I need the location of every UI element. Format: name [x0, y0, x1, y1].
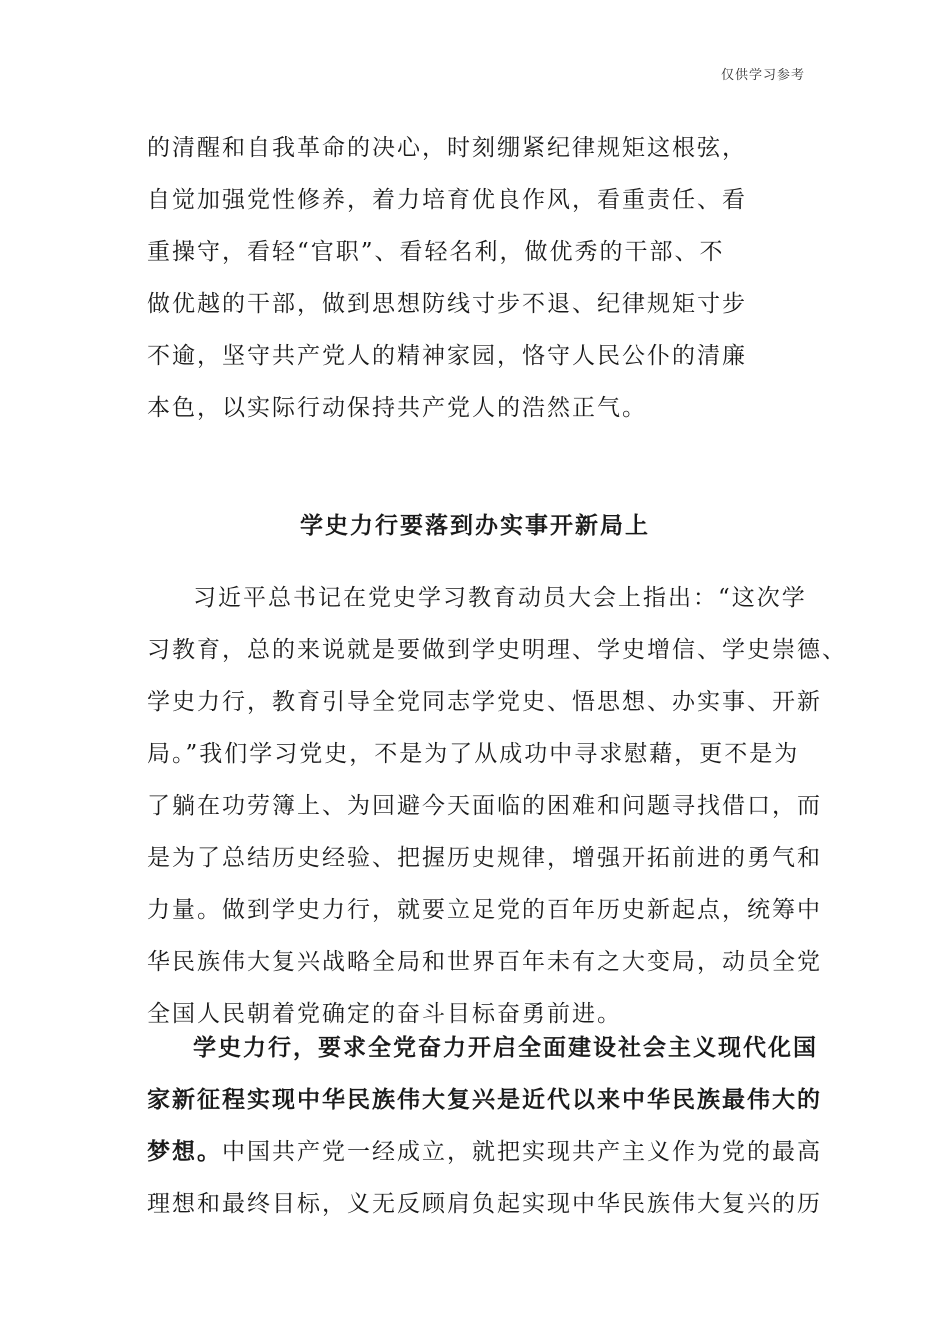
paragraph-continued [147, 122, 747, 434]
paragraph-1 [147, 572, 847, 1040]
text-line: 全国人民朝着党确定的奋斗目标奋勇前进。 [147, 1001, 622, 1027]
paragraph-2 [147, 1022, 822, 1230]
bold-text-line: 学史力行，要求全党奋力开启全面建设社会主义现代化国 [193, 1034, 818, 1061]
text-line: 了躺在功劳簿上、为回避今天面临的困难和问题寻找借口，而 [147, 793, 822, 819]
bold-lead-text: 梦想。 [147, 1138, 222, 1165]
bold-text-line: 家新征程实现中华民族伟大复兴是近代以来中华民族最伟大的 [147, 1086, 822, 1113]
text-line: 的清醒和自我革命的决心，时刻绷紧纪律规矩这根弦， [147, 135, 747, 161]
text-line: 力量。做到学史力行，就要立足党的百年历史新起点，统筹中 [147, 897, 822, 923]
text-rest: 中国共产党一经成立，就把实现共产主义作为党的最高 [222, 1139, 822, 1165]
text-line: 华民族伟大复兴战略全局和世界百年未有之大变局，动员全党 [147, 949, 822, 975]
text-line: 局。”我们学习党史，不是为了从成功中寻求慰藉，更不是为 [147, 741, 800, 767]
header-note: 仅供学习参考 [720, 68, 805, 83]
text-line: 学史力行，教育引导全党同志学党史、悟思想、办实事、开新 [147, 689, 822, 715]
text-line [147, 1126, 822, 1178]
text-line: 是为了总结历史经验、把握历史规律，增强开拓前进的勇气和 [147, 845, 822, 871]
text-line: 理想和最终目标，义无反顾肩负起实现中华民族伟大复兴的历 [147, 1191, 822, 1217]
text-line: 本色，以实际行动保持共产党人的浩然正气。 [147, 395, 647, 421]
text-line: 习教育，总的来说就是要做到学史明理、学史增信、学史崇德、 [147, 637, 847, 663]
text-line: 不逾，坚守共产党人的精神家园，恪守人民公仆的清廉 [147, 343, 747, 369]
text-line: 重操守，看轻“官职”、看轻名利，做优秀的干部、不 [147, 239, 725, 265]
section-title: 学史力行要落到办实事开新局上 [300, 512, 650, 539]
text-line: 做优越的干部，做到思想防线寸步不退、纪律规矩寸步 [147, 291, 747, 317]
text-line: 习近平总书记在党史学习教育动员大会上指出：“这次学 [193, 585, 807, 611]
text-line: 自觉加强党性修养，着力培育优良作风，看重责任、看 [147, 187, 747, 213]
